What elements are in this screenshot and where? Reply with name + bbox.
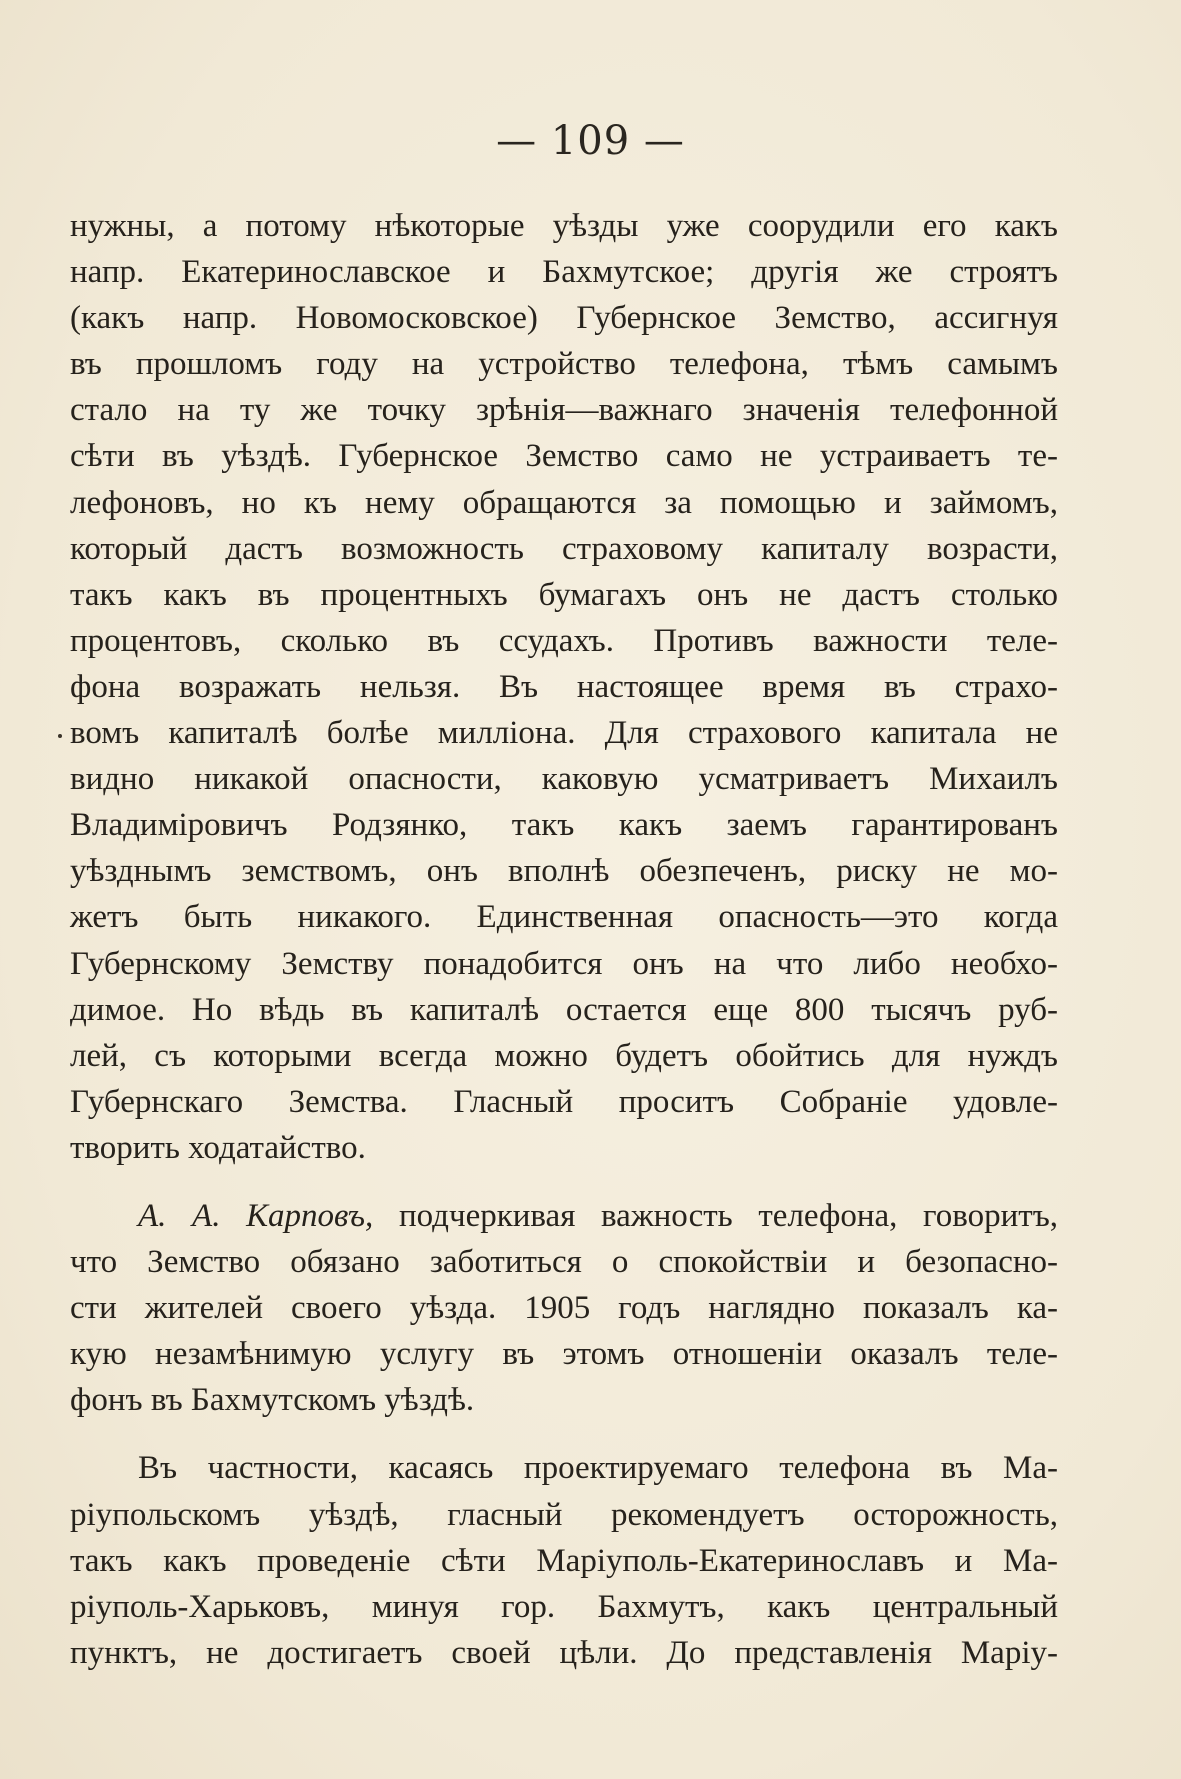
line-text: подчеркивая важность телефона, говоритъ,: [398, 1197, 1059, 1234]
text-line: видно никакой опасности, каковую усматриваетъ Михаилъ: [70, 761, 1058, 798]
text-line: [70, 1193, 1058, 1239]
text-line: что Земство обязано заботиться о спокойствіи и безопасно-: [70, 1244, 1058, 1281]
text-line: нужны, а потому нѣкоторые уѣзды уже соорудили его какъ: [70, 208, 1058, 244]
text-line: такъ какъ въ процентныхъ бумагахъ онъ не дастъ столько: [70, 576, 1058, 613]
text-line: фонъ въ Бахмутскомъ уѣздѣ.: [70, 1382, 475, 1419]
paragraph: [70, 1445, 1058, 1675]
speaker-name: А. А. Карповъ,: [138, 1197, 374, 1234]
text-line: кую незамѣнимую услугу въ этомъ отношеніи оказалъ теле-: [70, 1336, 1058, 1373]
text-line: уѣзднымъ земствомъ, онъ вполнѣ обезпеченъ, риску не мо-: [70, 853, 1058, 890]
paragraph: [70, 203, 1058, 1171]
text-line: въ прошломъ году на устройство телефона, тѣмъ самымъ: [70, 346, 1058, 383]
text-line: фона возражать нельзя. Въ настоящее время въ страхо-: [70, 668, 1058, 705]
text-line: сѣти въ уѣздѣ. Губернское Земство само не устраиваетъ те-: [70, 438, 1058, 475]
text-line: ріуполь-Харьковъ, минуя гор. Бахмутъ, какъ центральный: [70, 1588, 1058, 1625]
text-line: процентовъ, сколько въ ссудахъ. Противъ важности теле-: [70, 622, 1058, 659]
text-line: пунктъ, не достигаетъ своей цѣли. До представленія Маріу-: [70, 1634, 1058, 1671]
text-line: Губернскаго Земства. Гласный проситъ Собраніе удовле-: [70, 1083, 1058, 1120]
page-number: — 109 —: [496, 118, 685, 164]
page-body: [70, 203, 1058, 1676]
text-line: напр. Екатеринославское и Бахмутское; другія же строятъ: [70, 254, 1058, 291]
text-line: творить ходатайство.: [70, 1129, 366, 1166]
text-line: такъ какъ проведеніе сѣти Маріуполь-Екатеринославъ и Ма-: [70, 1542, 1058, 1579]
text-line: сти жителей своего уѣзда. 1905 годъ наглядно показалъ ка-: [70, 1290, 1058, 1327]
margin-mark: [58, 734, 62, 738]
text-line: Въ частности, касаясь проектируемаго телефона въ Ма-: [138, 1450, 1058, 1487]
text-line: (какъ напр. Новомосковское) Губернское Земство, ассигнуя: [70, 300, 1058, 337]
text-line: вомъ капиталѣ болѣе милліона. Для страхового капитала не: [70, 715, 1058, 752]
text-line: димое. Но вѣдь въ капиталѣ остается еще 800 тысячъ руб-: [70, 991, 1058, 1028]
text-line: жетъ быть никакого. Единственная опасность—это когда: [70, 899, 1058, 936]
text-line: стало на ту же точку зрѣнія—важнаго значенія телефонной: [70, 392, 1058, 429]
paragraph: [70, 1193, 1058, 1423]
text-line: лей, съ которыми всегда можно будетъ обойтись для нуждъ: [70, 1037, 1058, 1074]
text-line: который дастъ возможность страховому капиталу возрасти,: [70, 530, 1058, 567]
text-line: лефоновъ, но къ нему обращаются за помощью и займомъ,: [70, 484, 1058, 521]
text-line: ріупольскомъ уѣздѣ, гласный рекомендуетъ осторожность,: [70, 1496, 1058, 1533]
text-line: Владиміровичъ Родзянко, такъ какъ заемъ гарантированъ: [70, 807, 1058, 844]
text-line: Губернскому Земству понадобится онъ на что либо необхо-: [70, 945, 1058, 982]
